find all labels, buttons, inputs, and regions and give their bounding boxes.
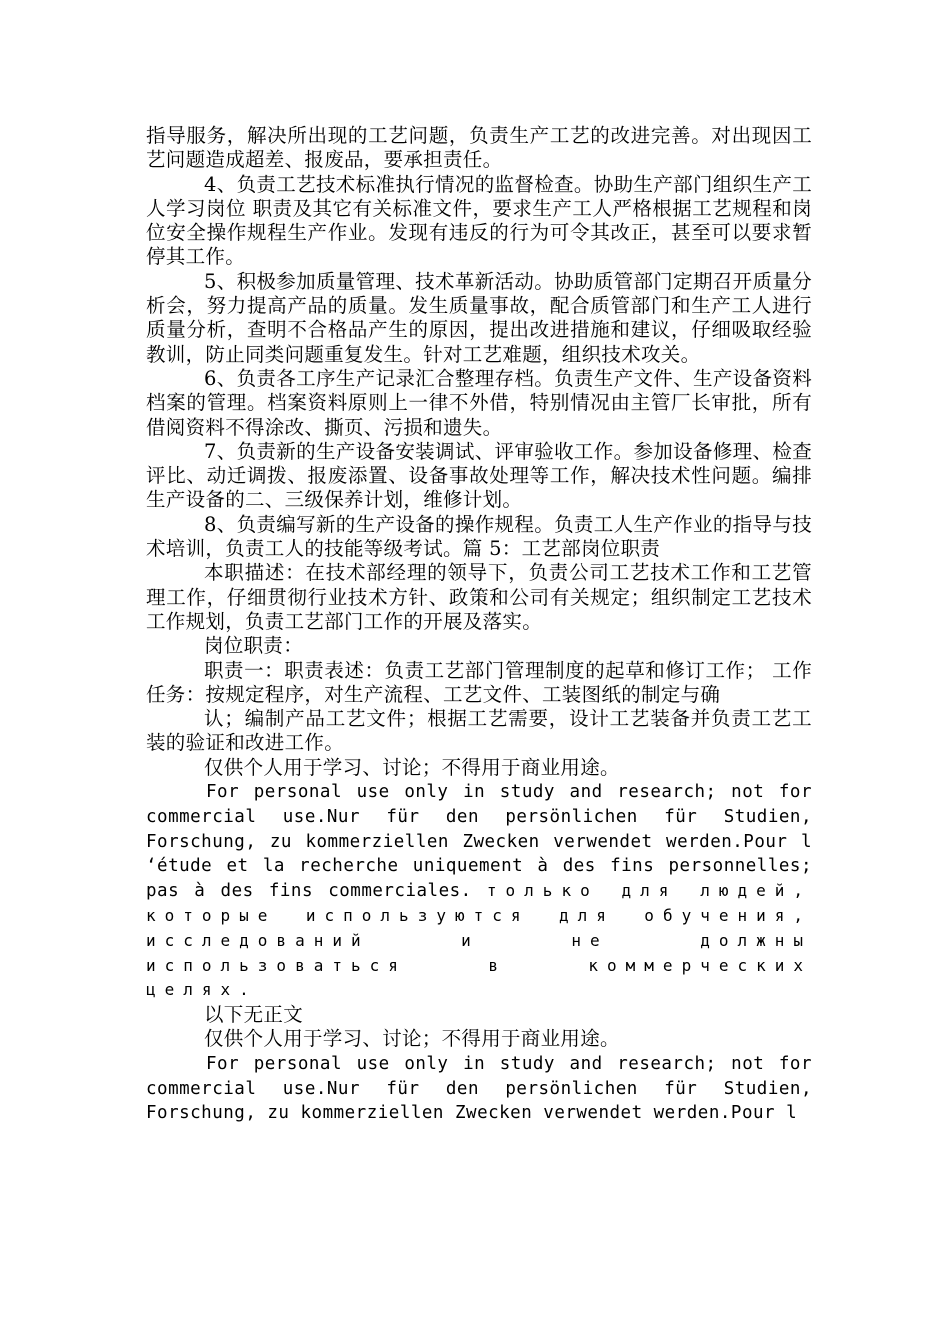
paragraph-item-7: 7、负责新的生产设备安装调试、评审验收工作。参加设备修理、检查评比、动迁调拨、报废添置、设备事故处理等工作，解决技术性问题。编排生产设备的二、三级保养计划，维修计划。 xyxy=(146,439,812,512)
latin-notice-text: For personal use only in study and research; not for commercial use.Nur für den persönlichen für Studien, Forschung, zu kommerziellen Zwecken verwendet werden.Pour l ‘étude et la recherche uniquement à des fins personnelles; pas à des fins commerciales. xyxy=(146,782,812,902)
paragraph-item-8: 8、负责编写新的生产设备的操作规程。负责工人生产作业的指导与技术培训，负责工人的技能等级考试。篇 5：工艺部岗位职责 xyxy=(146,512,812,561)
paragraph-duty-one: 职责一：职责表述：负责工艺部门管理制度的起草和修订工作； 工作任务：按规定程序，对生产流程、工艺文件、工装图纸的制定与确 xyxy=(146,658,812,706)
paragraph-usage-notice: 仅供个人用于学习、讨论；不得用于商业用途。 xyxy=(204,755,620,779)
paragraph-multilingual-notice xyxy=(146,780,812,1003)
paragraph-item-4: 4、负责工艺技术标准执行情况的监督检查。协助生产部门组织生产工人学习岗位 职责及其它有关标准文件，要求生产工人严格根据工艺规程和岗位安全操作规程生产作业。发现有违反的行为可令其改正，甚至可以要求暂停其工作。 xyxy=(146,172,812,269)
paragraph-continuation: 指导服务，解决所出现的工艺问题，负责生产工艺的改进完善。对出现因工艺问题造成超差、报废品，要承担责任。 xyxy=(146,124,812,172)
paragraph-duty-one-continued: 认；编制产品工艺文件；根据工艺需要，设计工艺装备并负责工艺工装的验证和改进工作。 xyxy=(146,707,812,755)
paragraph-latin-notice-repeat: For personal use only in study and research; not for commercial use.Nur für den persönlichen für Studien, Forschung, zu kommerziellen Zwecken verwendet werden.Pour l xyxy=(146,1053,812,1124)
paragraph-usage-notice-repeat: 仅供个人用于学习、讨论；不得用于商业用途。 xyxy=(204,1027,620,1051)
russian-notice-text: только для людей, которые используются для обучения, исследований и не должны использоваться в коммерческих целях. xyxy=(146,881,812,1000)
document-body xyxy=(146,124,812,1126)
paragraph-item-5: 5、积极参加质量管理、技术革新活动。协助质管部门定期召开质量分析会，努力提高产品的质量。发生质量事故，配合质管部门和生产工人进行质量分析，查明不合格品产生的原因，提出改进措施和建议，仔细吸取经验教训，防止同类问题重复发生。针对工艺难题，组织技术攻关。 xyxy=(146,269,812,366)
paragraph-item-6: 6、负责各工序生产记录汇合整理存档。负责生产文件、生产设备资料档案的管理。档案资料原则上一律不外借，特别情况由主管厂长审批，所有借阅资料不得涂改、撕页、污损和遗失。 xyxy=(146,366,812,439)
paragraph-job-description: 本职描述：在技术部经理的领导下，负责公司工艺技术工作和工艺管理工作，仔细贯彻行业技术方针、政策和公司有关规定；组织制定工艺技术工作规划，负责工艺部门工作的开展及落实。 xyxy=(146,561,812,633)
paragraph-end-marker: 以下无正文 xyxy=(204,1003,304,1027)
paragraph-duty-heading: 岗位职责： xyxy=(204,634,304,658)
